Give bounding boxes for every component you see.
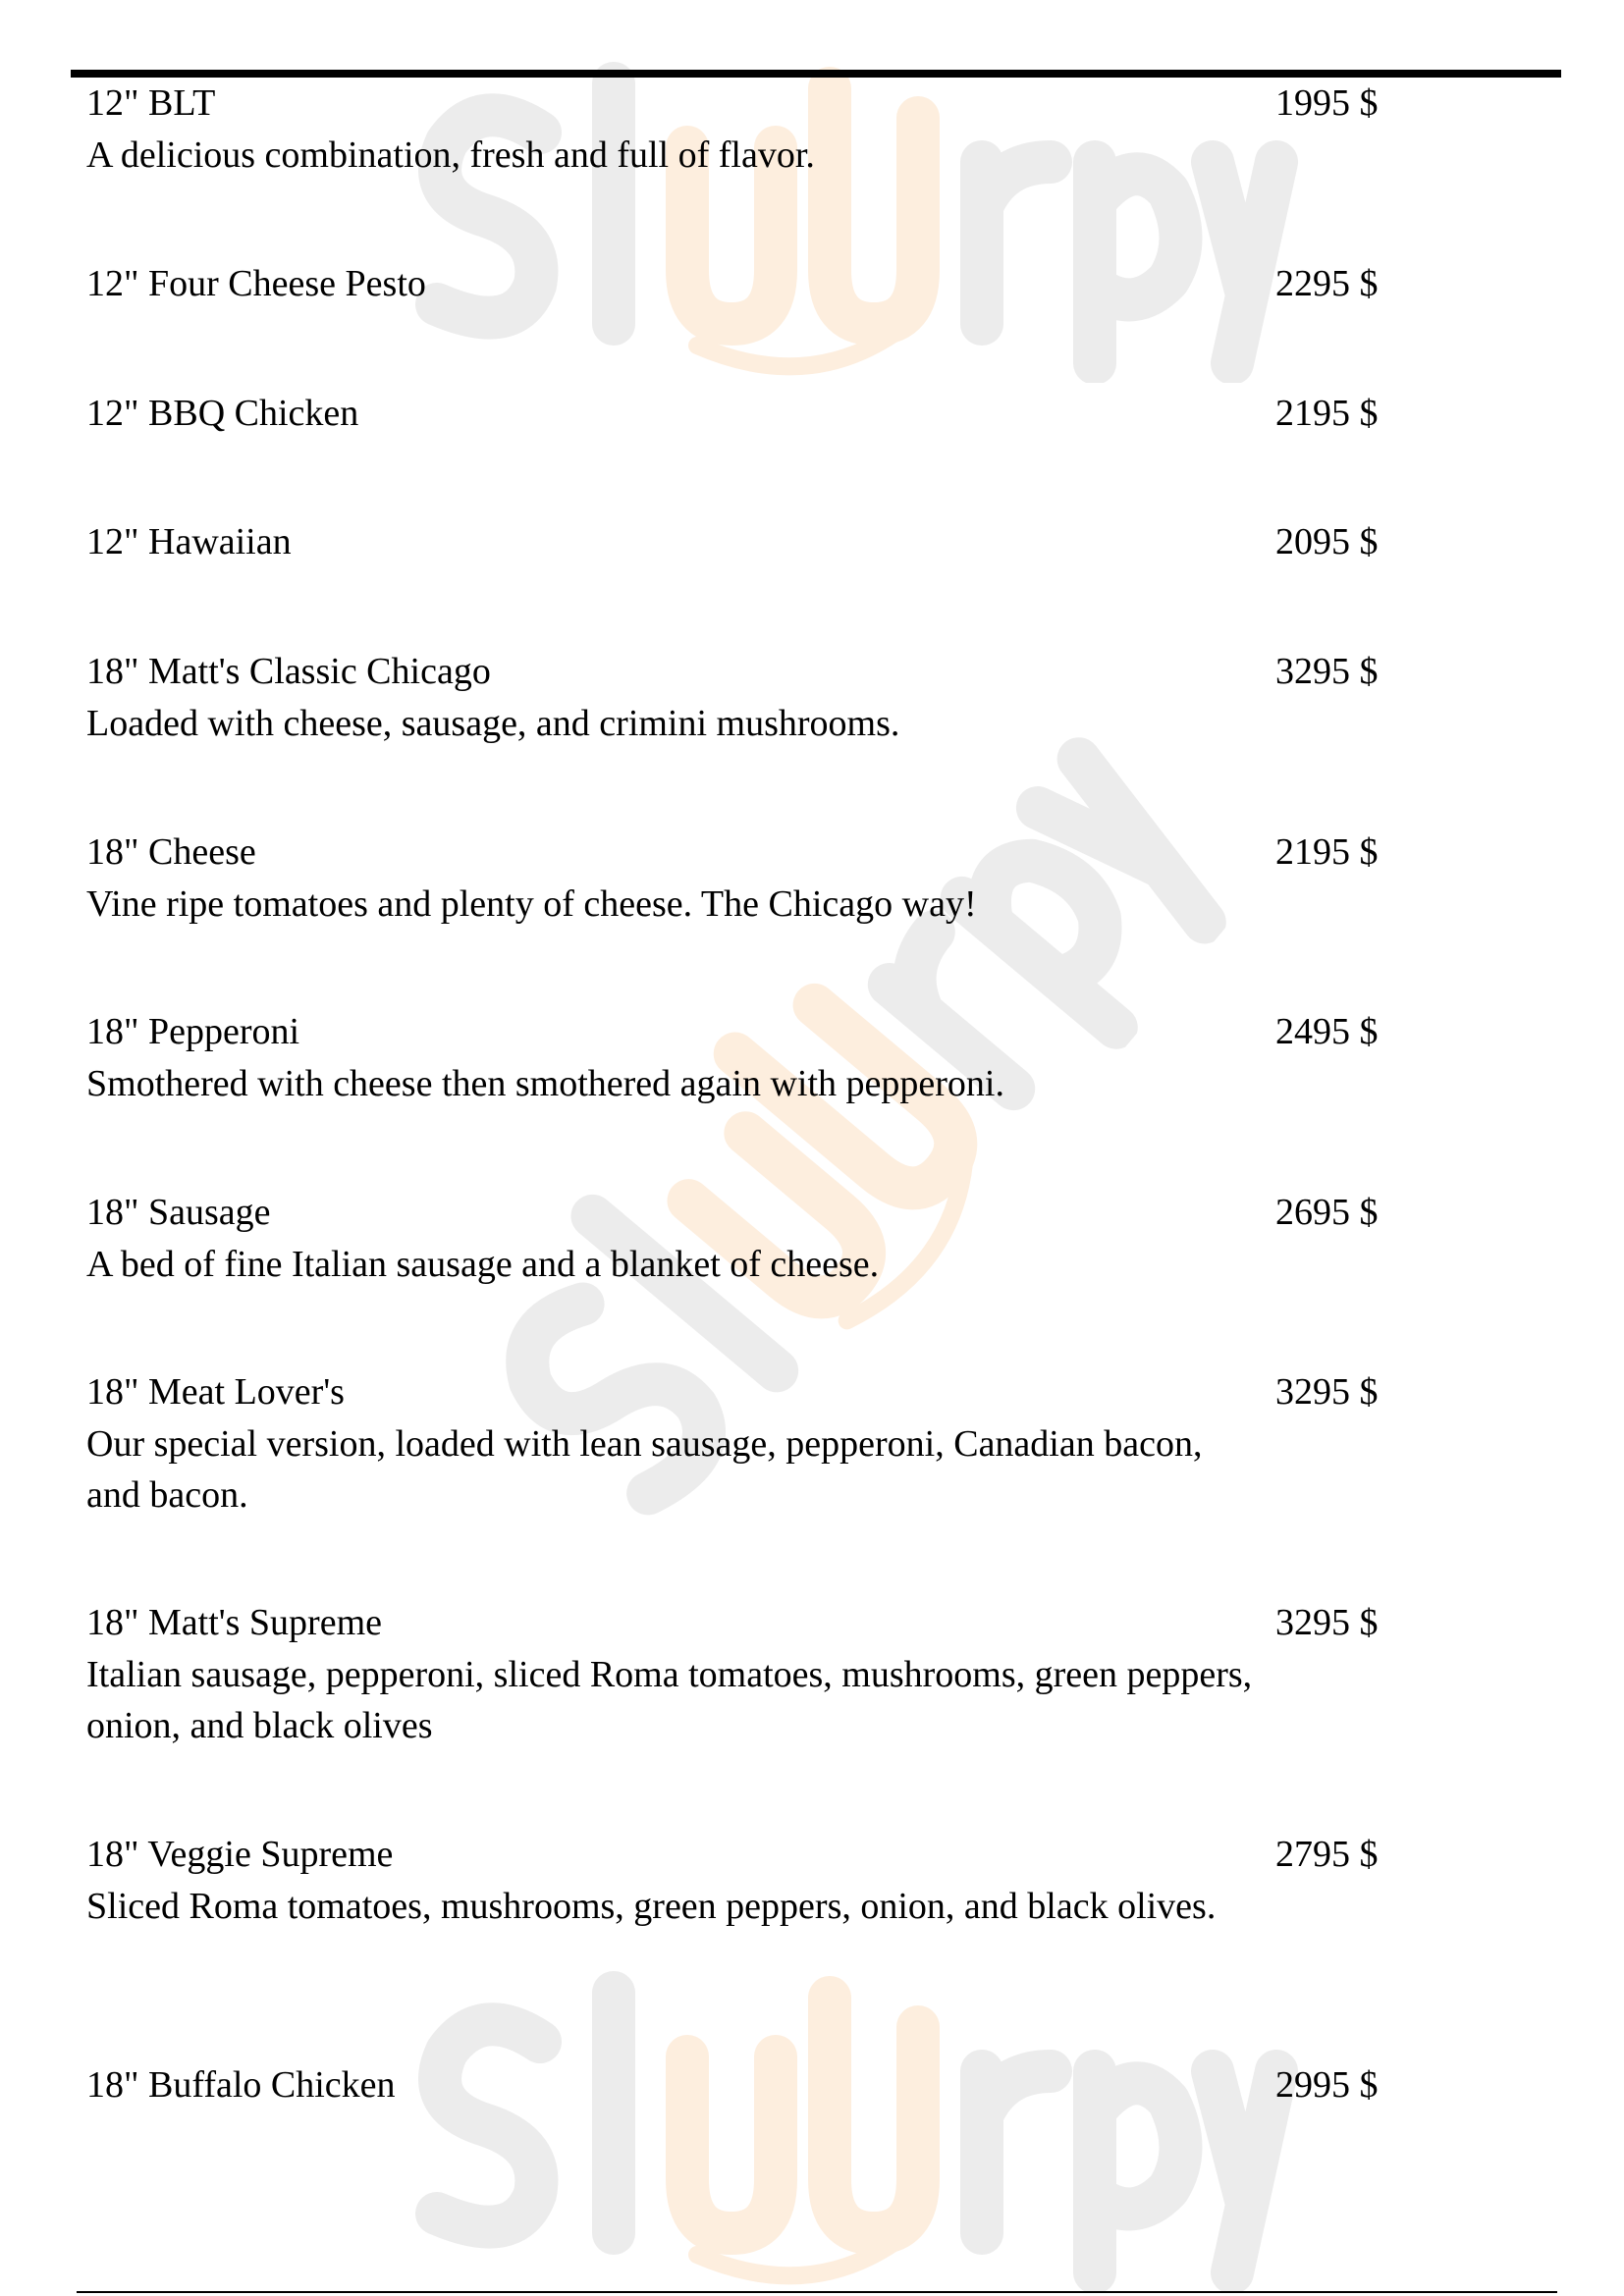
item-price: 2695 $ [1275,1192,1379,1233]
menu-item [86,1597,1461,1752]
item-name: 12" Four Cheese Pesto [86,263,426,304]
menu-item [86,1006,1461,1109]
item-description: A delicious combination, fresh and full of flavor. [86,133,815,176]
item-price: 1995 $ [1275,82,1379,124]
top-rule [71,70,1561,78]
item-description: Italian sausage, pepperoni, sliced Roma tomatoes, mushrooms, green peppers, onion, and black olives [86,1653,1253,1746]
item-name: 18" Pepperoni [86,1011,300,1052]
menu-item [86,1829,1461,1932]
menu-item [86,258,1461,310]
item-price: 2795 $ [1275,1834,1379,1875]
item-description: A bed of fine Italian sausage and a blanket of cheese. [86,1243,880,1285]
item-name: 18" Buffalo Chicken [86,2064,396,2106]
item-price: 2295 $ [1275,263,1379,304]
item-name: 18" Veggie Supreme [86,1834,394,1875]
menu-item [86,646,1461,749]
item-price: 2495 $ [1275,1011,1379,1052]
item-price: 2095 $ [1275,521,1379,562]
item-price: 3295 $ [1275,1602,1379,1643]
item-name: 18" Matt's Classic Chicago [86,651,491,692]
item-price: 2195 $ [1275,393,1379,434]
item-price: 2995 $ [1275,2064,1379,2106]
menu-item [86,2059,1461,2111]
item-price: 3295 $ [1275,1371,1379,1413]
item-name: 12" BBQ Chicken [86,393,359,434]
menu-item [86,1187,1461,1290]
menu-item [86,388,1461,440]
item-description: Sliced Roma tomatoes, mushrooms, green peppers, onion, and black olives. [86,1885,1217,1927]
item-name: 18" Matt's Supreme [86,1602,382,1643]
item-price: 2195 $ [1275,831,1379,873]
item-description: Loaded with cheese, sausage, and crimini mushrooms. [86,702,900,744]
item-name: 12" Hawaiian [86,521,292,562]
menu-item [86,78,1461,181]
menu-item [86,516,1461,568]
item-name: 18" Meat Lover's [86,1371,345,1413]
menu-item [86,1366,1461,1522]
item-description: Our special version, loaded with lean sausage, pepperoni, Canadian bacon, and bacon. [86,1422,1203,1516]
bottom-rule [77,2291,1557,2293]
item-price: 3295 $ [1275,651,1379,692]
item-name: 18" Cheese [86,831,256,873]
item-description: Vine ripe tomatoes and plenty of cheese. The Chicago way! [86,882,977,925]
sluurpy-watermark-logo [393,1968,1306,2292]
item-name: 18" Sausage [86,1192,271,1233]
item-name: 12" BLT [86,82,216,124]
menu-item [86,827,1461,930]
item-description: Smothered with cheese then smothered again with pepperoni. [86,1062,1004,1104]
